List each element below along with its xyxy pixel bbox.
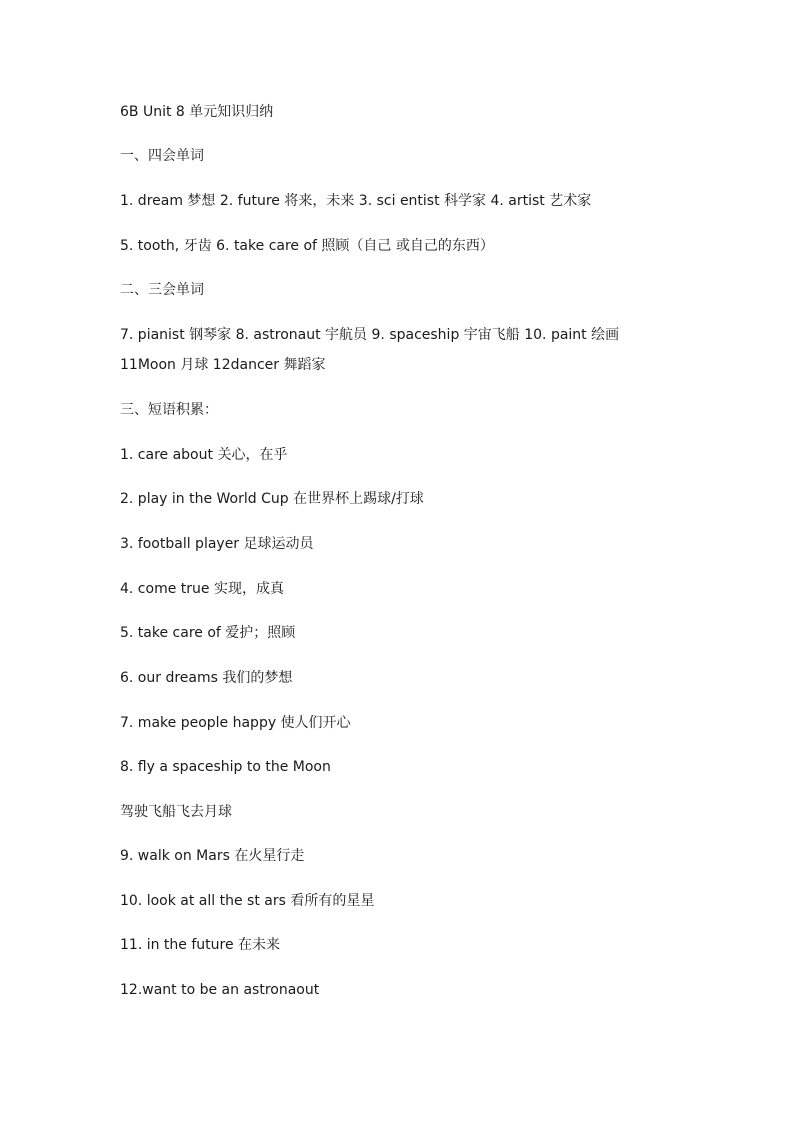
phrase-item: 4. come true 实现，成真 [120,581,284,597]
phrase-item: 3. football player 足球运动员 [120,536,314,552]
phrase-item: 12.want to be an astronaout [120,982,320,998]
section-heading-phrases: 三、短语积累： [120,402,218,418]
phrase-item: 6. our dreams 我们的梦想 [120,670,293,686]
section-heading-three-skill-words: 二、三会单词 [120,282,204,298]
section-heading-four-skill-words: 一、四会单词 [120,148,204,164]
phrase-item: 2. play in the World Cup 在世界杯上踢球/打球 [120,491,424,507]
phrase-item: 8. fly a spaceship to the Moon [120,759,331,775]
phrase-item: 10. look at all the st ars 看所有的星星 [120,893,375,909]
document-title: 6B Unit 8 单元知识归纳 [120,104,274,120]
phrase-item: 5. take care of 爱护；照顾 [120,625,296,641]
vocab-line: 7. pianist 钢琴家 8. astronaut 宇航员 9. spaceship 宇宙飞船 10. paint 绘画 [120,327,620,343]
phrase-item: 1. care about 关心，在乎 [120,447,288,463]
phrase-item: 7. make people happy 使人们开心 [120,715,351,731]
phrase-item: 9. walk on Mars 在火星行走 [120,848,305,864]
phrase-translation: 驾驶飞船飞去月球 [120,804,232,820]
vocab-line: 5. tooth, 牙齿 6. take care of 照顾（自己 或自己的东西） [120,238,494,254]
vocab-line: 1. dream 梦想 2. future 将来，未来 3. sci entist 科学家 4. artist 艺术家 [120,193,592,209]
vocab-line: 11Moon 月球 12dancer 舞蹈家 [120,357,326,373]
phrase-item: 11. in the future 在未来 [120,937,281,953]
